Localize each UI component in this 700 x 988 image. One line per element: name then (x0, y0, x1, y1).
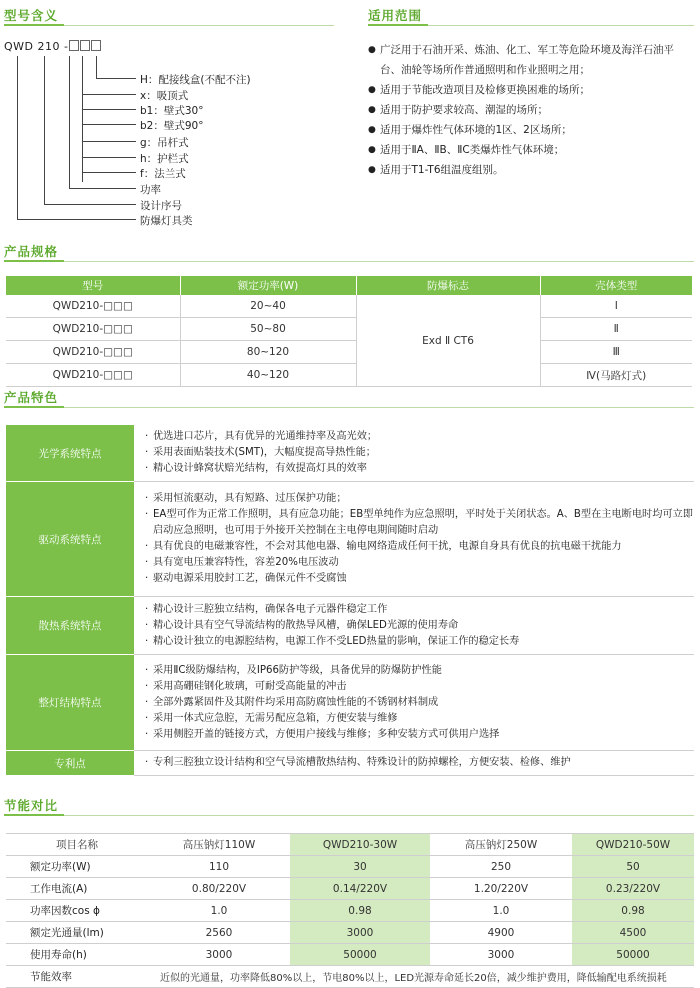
scope-item: ● 广泛用于石油开采、炼油、化工、军工等危险环境及海洋石油平台、油轮等场所作普通照明和作业照明之用； (368, 40, 694, 80)
table-row (6, 966, 694, 988)
feature-items-cell (134, 655, 694, 751)
spec-power: 40~120 (180, 364, 356, 387)
code-box-3 (91, 40, 101, 51)
list-item: · 采用ⅡC级防爆结构，及IP66防护等级，具备优异的防爆防护性能 (145, 663, 693, 679)
heading-underline (368, 24, 428, 26)
feature-list (135, 752, 693, 774)
energy-row-label: 功率因数cos ϕ (6, 900, 148, 922)
spec-model: QWD210-□□□ (6, 295, 180, 318)
heading-underline (4, 406, 64, 408)
energy-row-label: 工作电流(A) (6, 878, 148, 900)
features-heading: 产品特色 (4, 390, 59, 405)
tree-connector (96, 56, 97, 78)
energy-header-cell: 项目名称 (6, 834, 148, 856)
heading-underline (4, 260, 64, 262)
feature-list (135, 599, 693, 653)
scope-item: ● 适用于T1-T6组温度组别。 (368, 160, 694, 180)
list-item: · 精心设计三腔独立结构，确保各电子元器件稳定工作 (145, 602, 693, 618)
energy-cell: 50000 (290, 944, 430, 966)
feature-group-optical (6, 425, 694, 482)
heading-underline (4, 814, 64, 816)
spec-model: QWD210-□□□ (6, 341, 180, 364)
list-item: · 具有优良的电磁兼容性，不会对其他电器、输电网络造成任何干扰，电源自身具有优良的抗电磁干扰能力 (145, 539, 693, 555)
list-item: · 精心设计蜂窝状赔光结构，有效提高灯具的效率 (145, 461, 693, 477)
feature-items-cell (134, 751, 694, 776)
table-row (6, 364, 692, 387)
energy-cell: 110 (148, 856, 290, 878)
list-item: · 驱动电源采用胶封工艺，确保元件不受腐蚀 (145, 571, 693, 587)
list-item: · 专利三腔独立设计结构和空气导流槽散热结构、特殊设计的防掉螺栓，方便安装、检修、维护 (145, 755, 693, 771)
scope-item: ● 适用于ⅡA、ⅡB、ⅡC类爆炸性气体环境； (368, 140, 694, 160)
model-code-label: g：吊杆式 (140, 137, 189, 149)
code-box-2 (80, 40, 90, 51)
model-code-label: b2：壁式90° (140, 120, 204, 132)
list-item: · 采用侧腔开盖的链接方式，方便用户接线与维修；多种安装方式可供用户选择 (145, 727, 693, 743)
tree-connector (69, 188, 136, 189)
feature-items-cell (134, 482, 694, 597)
tree-connector (17, 56, 18, 219)
energy-cell: 3000 (290, 922, 430, 944)
spec-shell: Ⅲ (540, 341, 692, 364)
spec-model: QWD210-□□□ (6, 318, 180, 341)
energy-cell: 1.20/220V (430, 878, 572, 900)
features-table (6, 425, 694, 776)
heading-rule (64, 407, 694, 408)
energy-cell: 4900 (430, 922, 572, 944)
energy-row-label: 使用寿命(h) (6, 944, 148, 966)
model-code-label: H：配接线盒(不配不注) (140, 74, 251, 86)
code-box-1 (69, 40, 79, 51)
feature-list (135, 426, 693, 480)
list-item: · 采用恒流驱动，具有短路、过压保护功能； (145, 491, 693, 507)
energy-header-row (6, 834, 694, 856)
feature-group-cooling (6, 597, 694, 655)
heading-rule (64, 261, 694, 262)
model-code-label: 防爆灯具类 (140, 215, 193, 227)
tree-connector (82, 124, 136, 125)
table-row (6, 318, 692, 341)
table-row (6, 922, 694, 944)
tree-connector (82, 157, 136, 158)
energy-cell: 50000 (572, 944, 694, 966)
energy-cell: 3000 (148, 944, 290, 966)
energy-cell: 0.23/220V (572, 878, 694, 900)
spec-model: QWD210-□□□ (6, 364, 180, 387)
tree-connector (17, 219, 136, 220)
model-code-label: 功率 (140, 184, 161, 196)
feature-category: 专利点 (6, 751, 134, 776)
table-row (6, 856, 694, 878)
spec-power: 80~120 (180, 341, 356, 364)
spec-header-cell: 额定功率(W) (180, 276, 356, 295)
energy-header-cell: QWD210-30W (290, 834, 430, 856)
table-row (6, 878, 694, 900)
feature-list (135, 488, 693, 590)
tree-connector (82, 172, 136, 173)
energy-cell: 4500 (572, 922, 694, 944)
heading-rule (428, 25, 694, 26)
list-item: · 优选进口芯片，具有优异的光通维持率及高光效； (145, 429, 693, 445)
energy-cell: 30 (290, 856, 430, 878)
energy-cell: 1.0 (148, 900, 290, 922)
list-item: · 采用一体式应急腔，无需另配应急箱，方便安装与维修 (145, 711, 693, 727)
spec-power: 20~40 (180, 295, 356, 318)
feature-category: 驱动系统特点 (6, 482, 134, 597)
heading-rule (64, 815, 694, 816)
energy-table (6, 833, 694, 988)
feature-group-structure (6, 655, 694, 751)
list-item: · EA型可作为正常工作照明，具有应急功能；EB型单纯作为应急照明，平时处于关闭状态。A、B型在主电断电时均可立即启动应急照明，也可用于外接开关控制在主电停电期间随时启动 (145, 507, 693, 539)
tree-connector (82, 109, 136, 110)
specs-heading: 产品规格 (4, 244, 59, 259)
spec-header-cell: 防爆标志 (356, 276, 540, 295)
scope-item: ● 适用于防护要求较高、潮湿的场所； (368, 100, 694, 120)
spec-shell: Ⅱ (540, 318, 692, 341)
energy-cell: 0.98 (290, 900, 430, 922)
list-item: · 采用高硼硅钢化玻璃，可耐受高能量的冲击 (145, 679, 693, 695)
energy-header-cell: 高压钠灯110W (148, 834, 290, 856)
tree-connector (82, 56, 83, 182)
spec-power: 50~80 (180, 318, 356, 341)
tree-connector (96, 78, 136, 79)
energy-row-label: 额定功率(W) (6, 856, 148, 878)
spec-shell: Ⅳ(马路灯式) (540, 364, 692, 387)
energy-row-label: 节能效率 (6, 966, 148, 988)
energy-efficiency-note: 近似的光通量，功率降低80%以上，节电80%以上，LED光源寿命延长20倍，减少维护费用，降低输配电系统损耗 (148, 966, 694, 988)
model-code-label: b1：壁式30° (140, 105, 204, 117)
energy-cell: 0.14/220V (290, 878, 430, 900)
table-row (6, 341, 692, 364)
model-code-prefix: QWD 210 - (4, 40, 69, 53)
feature-group-drive (6, 482, 694, 597)
feature-items-cell (134, 597, 694, 655)
scope-item: ● 适用于爆炸性气体环境的1区、2区场所； (368, 120, 694, 140)
list-item: · 精心设计独立的电源腔结构，电源工作不受LED热量的影响，保证工作的稳定长寿 (145, 634, 693, 650)
tree-connector (82, 94, 136, 95)
energy-cell: 50 (572, 856, 694, 878)
spec-header-row (6, 276, 692, 295)
model-code-label: f：法兰式 (140, 168, 186, 180)
table-row (6, 900, 694, 922)
spec-shell: Ⅰ (540, 295, 692, 318)
feature-category: 整灯结构特点 (6, 655, 134, 751)
energy-header-cell: QWD210-50W (572, 834, 694, 856)
tree-connector (82, 141, 136, 142)
energy-cell: 2560 (148, 922, 290, 944)
scope-heading: 适用范围 (368, 8, 423, 23)
spec-header-cell: 壳体类型 (540, 276, 692, 295)
tree-connector (69, 56, 70, 188)
spec-table (6, 276, 692, 387)
scope-list (368, 40, 694, 180)
energy-cell: 3000 (430, 944, 572, 966)
energy-cell: 250 (430, 856, 572, 878)
spec-header-cell: 型号 (6, 276, 180, 295)
energy-cell: 0.80/220V (148, 878, 290, 900)
spec-ex-mark: Exd Ⅱ CT6 (356, 295, 540, 387)
feature-category: 散热系统特点 (6, 597, 134, 655)
model-code (4, 40, 101, 53)
feature-group-patent (6, 751, 694, 776)
list-item: · 全部外露紧固件及其附件均采用高防腐蚀性能的不锈钢材料制成 (145, 695, 693, 711)
table-row (6, 295, 692, 318)
energy-header-cell: 高压钠灯250W (430, 834, 572, 856)
model-code-label: 设计序号 (140, 200, 182, 212)
energy-heading: 节能对比 (4, 798, 59, 813)
list-item: · 采用表面贴装技术(SMT)，大幅度提高导热性能； (145, 445, 693, 461)
heading-rule (64, 25, 334, 26)
scope-item: ● 适用于节能改造项目及检修更换困难的场所； (368, 80, 694, 100)
model-meaning-heading: 型号含义 (4, 8, 59, 23)
heading-underline (4, 24, 64, 26)
feature-category: 光学系统特点 (6, 425, 134, 482)
energy-row-label: 额定光通量(lm) (6, 922, 148, 944)
tree-connector (44, 204, 136, 205)
tree-connector (44, 56, 45, 204)
table-row (6, 944, 694, 966)
list-item: · 具有宽电压兼容特性，容差20%电压波动 (145, 555, 693, 571)
energy-cell: 1.0 (430, 900, 572, 922)
feature-items-cell (134, 425, 694, 482)
energy-cell: 0.98 (572, 900, 694, 922)
model-code-label: x：吸顶式 (140, 90, 189, 102)
list-item: · 精心设计具有空气导流结构的散热导风槽，确保LED光源的使用寿命 (145, 618, 693, 634)
feature-list (135, 660, 693, 746)
model-code-label: h：护栏式 (140, 153, 189, 165)
